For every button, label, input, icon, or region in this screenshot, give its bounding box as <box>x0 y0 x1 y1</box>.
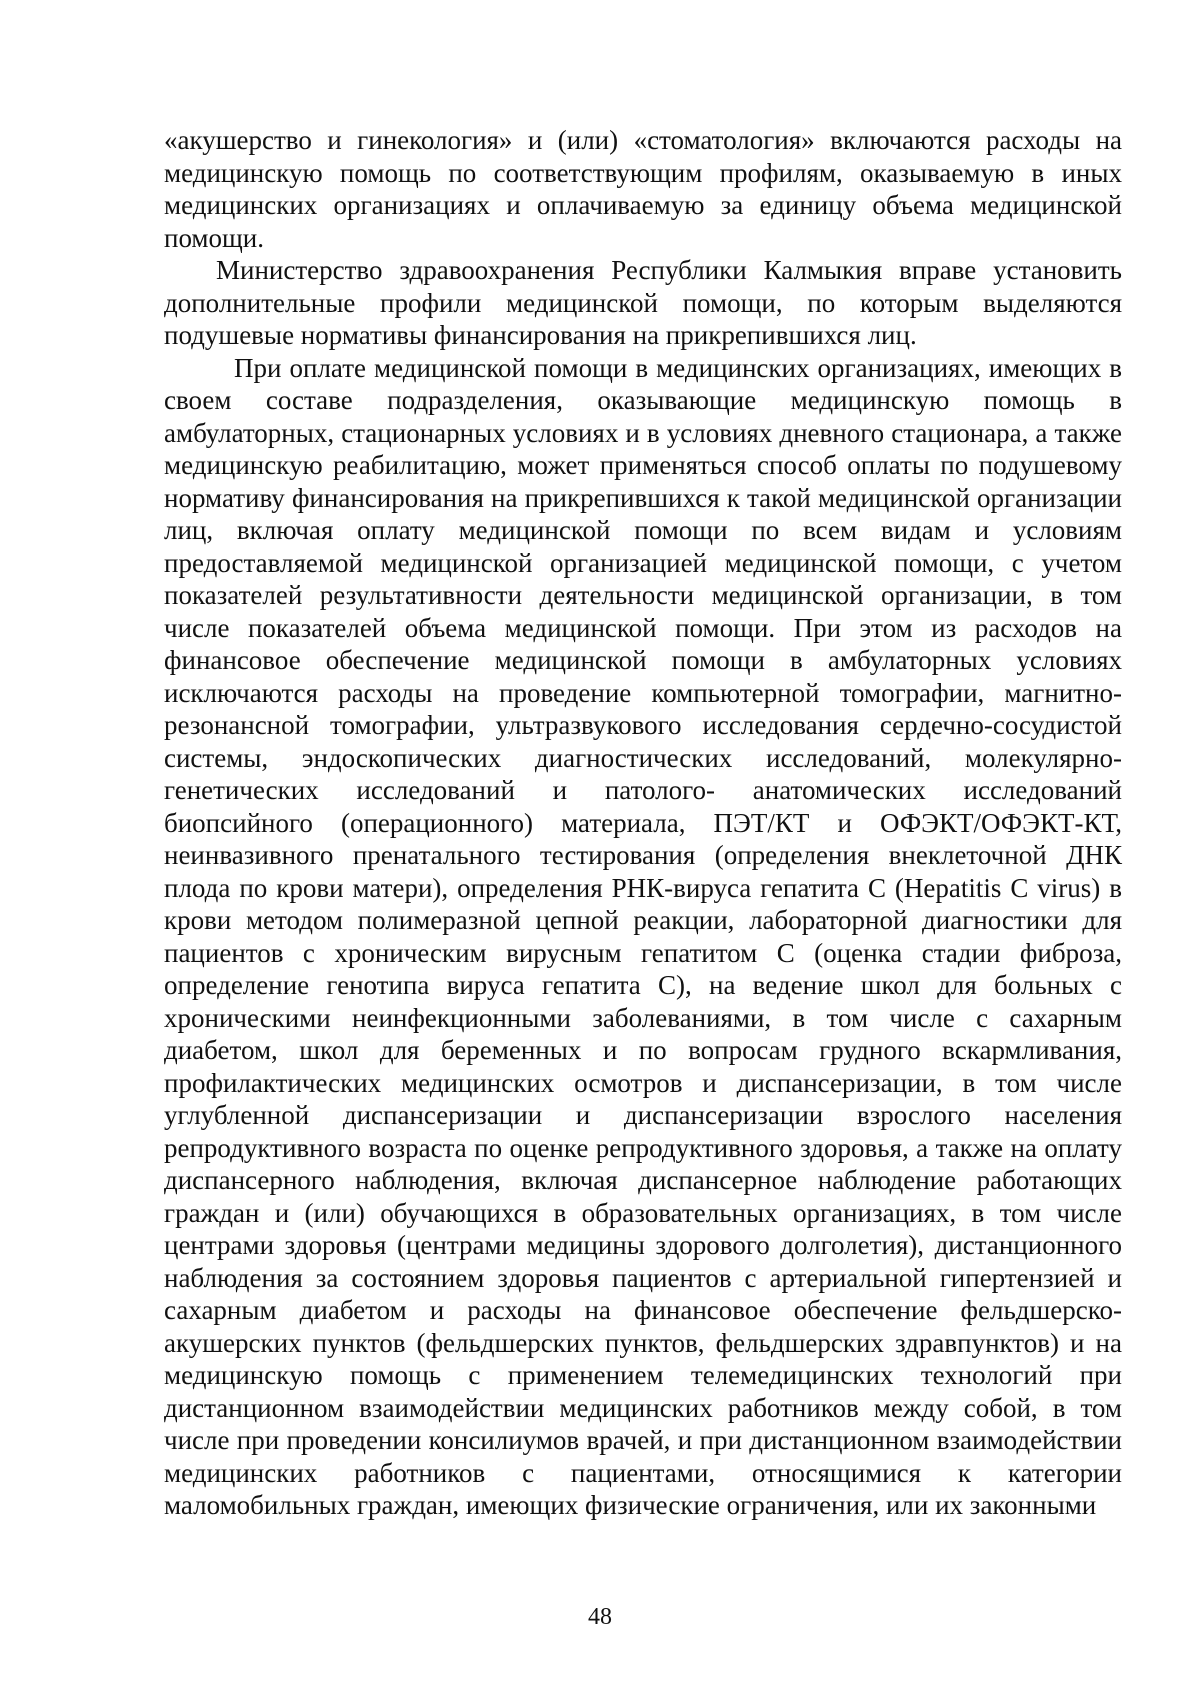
paragraph-ministry: Министерство здравоохранения Республики Калмыкия вправе установить дополнительные профили медицинской помощи, по которым выделяются подушевые нормативы финансирования на прикрепившихся лиц. <box>164 255 1122 350</box>
paragraph-continuation: «акушерство и гинекология» и (или) «стоматология» включаются расходы на медицинскую помощь по соответствующим профилям, оказываемую в иных медицинских организациях и оплачиваемую за единицу объема медицинской помощи. <box>164 125 1122 253</box>
page-number: 48 <box>588 1604 612 1630</box>
paragraph-payment: При оплате медицинской помощи в медицинских организациях, имеющих в своем составе подразделения, оказывающие медицинскую помощь в амбулаторных, стационарных условиях и в условиях дневного стационара, а также медицинскую реабилитацию, может применяться способ оплаты по подушевому нормативу финансирования на прикрепившихся к такой медицинской организации лиц, включая оплату медицинской помощи по всем видам и условиям предоставляемой медицинской организацией медицинской помощи, с учетом показателей результативности деятельности медицинской организации, в том числе показателей объема медицинской помощи. При этом из расходов на финансовое обеспечение медицинской помощи в амбулаторных условиях исключаются расходы на проведение компьютерной томографии, магнитно-резонансной томографии, ультразвукового исследования сердечно-сосудистой системы, эндоскопических диагностических исследований, молекулярно-генетических исследований и патолого- анатомических исследований биопсийного (операционного) материала, ПЭТ/КТ и ОФЭКТ/ОФЭКТ-КТ, неинвазивного пренатального тестирования (определения внеклеточной ДНК плода по крови матери), определения РНК-вируса гепатита С (Hepatitis С virus) в крови методом полимеразной цепной реакции, лабораторной диагностики для пациентов с хроническим вирусным гепатитом С (оценка стадии фиброза, определение генотипа вируса гепатита С), на ведение школ для больных с хроническими неинфекционными заболеваниями, в том числе с сахарным диабетом, школ для беременных и по вопросам грудного вскармливания, профилактических медицинских осмотров и диспансеризации, в том числе углубленной диспансеризации и диспансеризации взрослого населения репродуктивного возраста по оценке репродуктивного здоровья, а также на оплату диспансерного наблюдения, включая диспансерное наблюдение работающих граждан и (или) обучающихся в образовательных организациях, в том числе центрами здоровья (центрами медицины здорового долголетия), дистанционного наблюдения за состоянием здоровья пациентов с артериальной гипертензией и сахарным диабетом и расходы на финансовое обеспечение фельдшерско-акушерских пунктов (фельдшерских пунктов, фельдшерских здравпунктов) и на медицинскую помощь с применением телемедицинских технологий при дистанционном взаимодействии медицинских работников между собой, в том числе при проведении консилиумов врачей, и при дистанционном взаимодействии медицинских работников с пациентами, относящимися к категории маломобильных граждан, имеющих физические ограничения, или их законными <box>164 352 1122 1520</box>
body-text <box>164 124 1122 1522</box>
